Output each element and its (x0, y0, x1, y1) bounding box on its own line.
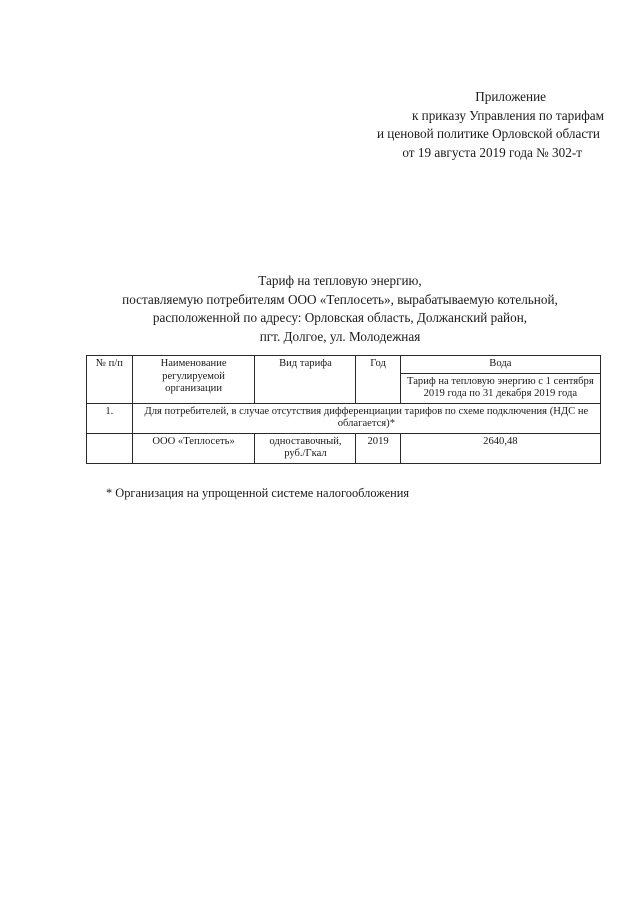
title-line-2: поставляемую потребителям ООО «Теплосеть», вырабатываемую котельной, (122, 291, 558, 307)
header-water: Вода (400, 356, 600, 374)
appendix-line-3: и ценовой политике Орловской области (376, 126, 600, 141)
title-line-4: пгт. Долгое, ул. Молодежная (259, 328, 421, 344)
header-period: Тариф на тепловую энергию с 1 сентября 2019 года по 31 декабря 2019 года (400, 373, 600, 403)
row-organization: ООО «Теплосеть» (132, 433, 255, 463)
section-text: Для потребителей, в случае отсутствия дифференциации тарифов по схеме подключения (НДС не облагается)* (132, 403, 600, 433)
row-value: 2640,48 (400, 433, 600, 463)
footnote: * Организация на упрощенной системе налогообложения (106, 486, 410, 500)
title-line-3: расположенной по адресу: Орловская область, Должанский район, (152, 310, 528, 325)
table-row (87, 433, 601, 463)
appendix-line-1: Приложение (475, 89, 546, 104)
appendix-line-2: к приказу Управления по тарифам (411, 107, 604, 123)
table-section-row (87, 403, 601, 433)
header-tariff-type: Вид тарифа (255, 356, 356, 404)
tariff-table (86, 355, 601, 464)
title-line-1: Тариф на тепловую энергию, (258, 273, 422, 288)
appendix-header (320, 88, 612, 162)
document-title (60, 272, 620, 346)
header-year: Год (356, 356, 400, 404)
row-tariff-type: одноставочный, руб./Гкал (255, 433, 356, 463)
section-num: 1. (87, 403, 133, 433)
header-organization: Наименование регулируемой организации (132, 356, 255, 404)
appendix-line-4: от 19 августа 2019 года № 302-т (402, 144, 582, 160)
table-header-row (87, 356, 601, 374)
header-num: № п/п (87, 356, 133, 404)
row-num (87, 433, 133, 463)
row-year: 2019 (356, 433, 400, 463)
